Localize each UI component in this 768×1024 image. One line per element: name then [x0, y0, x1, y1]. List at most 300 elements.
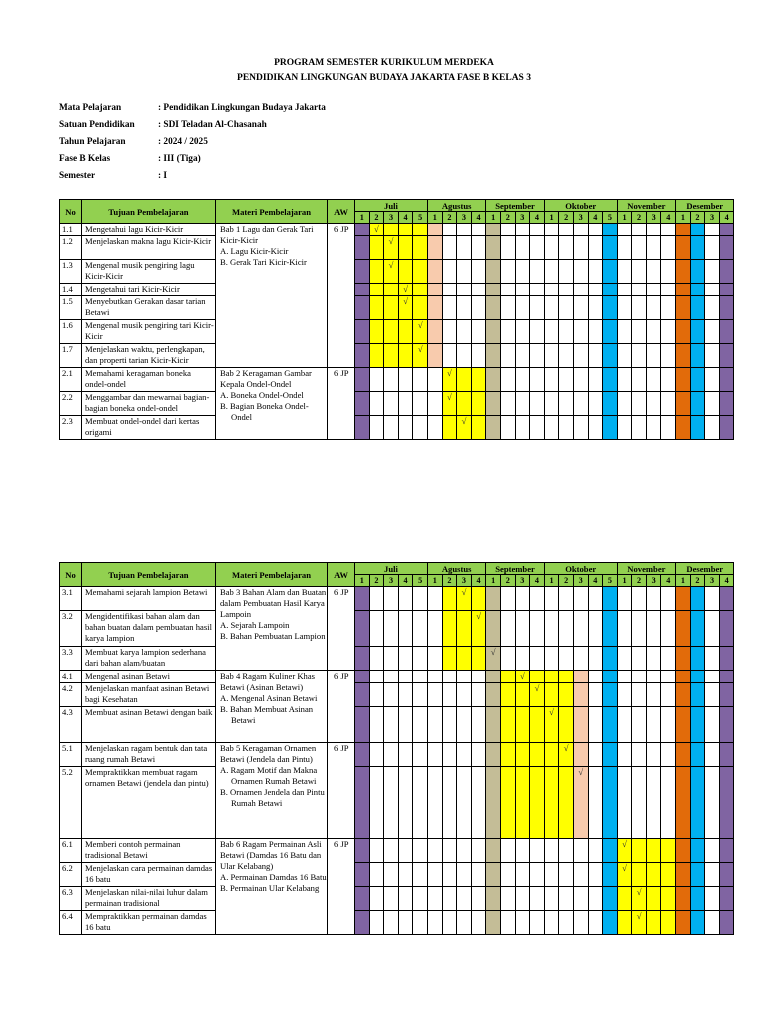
week-cell — [573, 707, 588, 743]
week-cell — [515, 743, 530, 767]
row-number: 6.3 — [60, 887, 82, 911]
week-header: 4 — [588, 575, 603, 587]
table-row — [60, 683, 734, 707]
week-cell — [413, 707, 428, 743]
week-cell — [588, 392, 603, 416]
week-cell — [413, 683, 428, 707]
week-cell — [471, 344, 486, 368]
month-header: Oktober — [544, 563, 617, 575]
check-mark: √ — [442, 392, 457, 416]
week-cell — [632, 224, 647, 236]
table-row — [60, 743, 734, 767]
week-cell — [398, 224, 413, 236]
month-header: Agustus — [427, 200, 485, 212]
week-header: 2 — [690, 212, 705, 224]
week-cell — [690, 224, 705, 236]
week-cell — [413, 368, 428, 392]
row-tujuan: Mengenal musik pengiring tari Kicir-Kicir — [82, 320, 216, 344]
week-cell — [573, 392, 588, 416]
week-cell — [471, 863, 486, 887]
week-cell — [661, 320, 676, 344]
week-cell — [369, 236, 384, 260]
week-cell — [427, 284, 442, 296]
week-cell — [515, 284, 530, 296]
week-cell — [457, 320, 472, 344]
row-number: 4.3 — [60, 707, 82, 743]
week-cell — [500, 344, 515, 368]
week-header: 4 — [719, 575, 734, 587]
week-cell — [573, 224, 588, 236]
week-cell — [530, 863, 545, 887]
header-no: No — [60, 563, 82, 587]
week-cell — [617, 707, 632, 743]
week-header: 4 — [719, 212, 734, 224]
materi-line: Bab 1 Lagu dan Gerak Tari Kicir-Kicir — [220, 224, 314, 245]
month-header: Juli — [355, 200, 428, 212]
week-cell — [676, 647, 691, 671]
week-cell — [588, 887, 603, 911]
row-number: 3.1 — [60, 587, 82, 611]
header-aw: AW — [328, 563, 355, 587]
week-cell — [705, 260, 720, 284]
week-cell — [369, 260, 384, 284]
row-number: 6.4 — [60, 911, 82, 935]
week-cell — [515, 416, 530, 440]
week-cell — [632, 683, 647, 707]
week-cell — [588, 707, 603, 743]
week-cell — [705, 707, 720, 743]
info-value: : III (Tiga) — [158, 154, 201, 164]
week-cell — [719, 416, 734, 440]
week-cell — [500, 296, 515, 320]
week-cell — [544, 839, 559, 863]
week-cell — [573, 260, 588, 284]
info-label: Mata Pelajaran — [59, 103, 122, 113]
week-cell — [646, 344, 661, 368]
table-row — [60, 647, 734, 671]
row-tujuan: Mengetahui lagu Kicir-Kicir — [82, 224, 216, 236]
week-cell — [573, 320, 588, 344]
materi-cell — [216, 671, 328, 743]
week-cell — [617, 611, 632, 647]
week-header: 2 — [559, 212, 574, 224]
week-cell — [486, 671, 501, 683]
week-cell — [442, 320, 457, 344]
week-cell — [457, 707, 472, 743]
row-tujuan: Menjelaskan waktu, perlengkapan, dan properti tarian Kicir-Kicir — [82, 344, 216, 368]
week-cell — [559, 224, 574, 236]
week-cell — [573, 743, 588, 767]
week-cell — [369, 671, 384, 683]
week-cell — [573, 911, 588, 935]
week-cell — [705, 296, 720, 320]
week-cell — [486, 320, 501, 344]
week-cell — [530, 743, 545, 767]
week-cell — [413, 416, 428, 440]
week-cell — [705, 863, 720, 887]
week-cell — [398, 392, 413, 416]
month-header: September — [486, 563, 544, 575]
header-no: No — [60, 200, 82, 224]
check-mark: √ — [413, 344, 428, 368]
week-header: 2 — [442, 212, 457, 224]
week-cell — [719, 587, 734, 611]
week-cell — [603, 320, 618, 344]
row-number: 1.4 — [60, 284, 82, 296]
week-cell — [632, 767, 647, 839]
week-cell — [603, 224, 618, 236]
week-cell — [676, 683, 691, 707]
week-cell — [661, 839, 676, 863]
week-cell — [559, 647, 574, 671]
week-cell — [442, 887, 457, 911]
row-number: 1.6 — [60, 320, 82, 344]
week-cell — [646, 671, 661, 683]
week-cell — [515, 611, 530, 647]
week-cell — [573, 368, 588, 392]
week-cell — [559, 368, 574, 392]
materi-line: B. Bagian Boneka Ondel-Ondel — [220, 401, 309, 422]
week-cell — [355, 611, 370, 647]
week-cell — [384, 284, 399, 296]
week-header: 3 — [457, 212, 472, 224]
week-cell — [355, 587, 370, 611]
week-cell — [384, 416, 399, 440]
row-number: 5.2 — [60, 767, 82, 839]
week-cell — [719, 911, 734, 935]
week-cell — [617, 767, 632, 839]
week-cell — [471, 647, 486, 671]
document-subtitle: PENDIDIKAN LINGKUNGAN BUDAYA JAKARTA FASE B KELAS 3 — [237, 73, 531, 83]
week-cell — [544, 260, 559, 284]
week-cell — [705, 647, 720, 671]
week-cell — [544, 887, 559, 911]
week-cell — [661, 296, 676, 320]
week-cell — [705, 344, 720, 368]
week-cell — [646, 743, 661, 767]
week-cell — [384, 611, 399, 647]
table-row — [60, 368, 734, 392]
week-cell — [384, 671, 399, 683]
week-header: 2 — [559, 575, 574, 587]
week-cell — [384, 767, 399, 839]
materi-cell — [216, 743, 328, 839]
week-cell — [690, 284, 705, 296]
week-cell — [515, 887, 530, 911]
materi-line: Bab 4 Ragam Kuliner Khas Betawi (Asinan Betawi) — [220, 671, 315, 692]
week-cell — [646, 320, 661, 344]
week-cell — [603, 863, 618, 887]
week-cell — [719, 611, 734, 647]
week-cell — [646, 224, 661, 236]
week-cell — [427, 224, 442, 236]
week-cell — [471, 284, 486, 296]
week-cell — [442, 611, 457, 647]
week-cell — [413, 284, 428, 296]
week-cell — [500, 611, 515, 647]
week-cell — [398, 236, 413, 260]
week-cell — [676, 416, 691, 440]
week-cell — [384, 224, 399, 236]
week-cell — [544, 683, 559, 707]
week-cell — [646, 284, 661, 296]
week-cell — [369, 368, 384, 392]
week-cell — [471, 320, 486, 344]
week-cell — [588, 344, 603, 368]
week-cell — [676, 743, 691, 767]
check-mark: √ — [398, 296, 413, 320]
week-cell — [369, 416, 384, 440]
week-cell — [427, 392, 442, 416]
check-mark: √ — [369, 224, 384, 236]
week-cell — [442, 296, 457, 320]
week-cell — [457, 284, 472, 296]
week-header: 3 — [646, 575, 661, 587]
table-row — [60, 296, 734, 320]
week-cell — [676, 392, 691, 416]
schedule-table-2 — [59, 562, 734, 935]
week-header: 1 — [486, 575, 501, 587]
week-cell — [398, 647, 413, 671]
week-cell — [355, 647, 370, 671]
week-cell — [661, 911, 676, 935]
check-mark: √ — [486, 647, 501, 671]
week-cell — [398, 416, 413, 440]
info-row — [59, 137, 326, 154]
week-cell — [676, 320, 691, 344]
week-cell — [515, 260, 530, 284]
row-tujuan: Menyebutkan Gerakan dasar tarian Betawi — [82, 296, 216, 320]
week-cell — [617, 911, 632, 935]
week-cell — [457, 887, 472, 911]
month-header: Desember — [676, 563, 734, 575]
week-cell — [690, 707, 705, 743]
week-cell — [369, 392, 384, 416]
week-cell — [705, 767, 720, 839]
week-cell — [413, 296, 428, 320]
week-cell — [588, 671, 603, 683]
week-cell — [471, 707, 486, 743]
week-cell — [427, 767, 442, 839]
week-cell — [705, 887, 720, 911]
week-cell — [719, 839, 734, 863]
week-cell — [486, 344, 501, 368]
week-cell — [573, 671, 588, 683]
week-cell — [588, 911, 603, 935]
week-cell — [413, 224, 428, 236]
week-cell — [457, 611, 472, 647]
week-cell — [457, 260, 472, 284]
table-row — [60, 911, 734, 935]
week-cell — [530, 767, 545, 839]
week-cell — [427, 671, 442, 683]
week-cell — [603, 392, 618, 416]
week-cell — [486, 416, 501, 440]
week-cell — [676, 236, 691, 260]
week-cell — [559, 416, 574, 440]
week-cell — [705, 839, 720, 863]
check-mark: √ — [544, 707, 559, 743]
week-cell — [486, 683, 501, 707]
week-cell — [457, 236, 472, 260]
week-cell — [617, 416, 632, 440]
materi-cell — [216, 368, 328, 440]
week-cell — [603, 839, 618, 863]
week-cell — [413, 392, 428, 416]
week-header: 5 — [413, 212, 428, 224]
week-cell — [603, 416, 618, 440]
week-cell — [617, 587, 632, 611]
week-cell — [500, 863, 515, 887]
week-cell — [442, 839, 457, 863]
week-cell — [588, 224, 603, 236]
row-number: 3.2 — [60, 611, 82, 647]
week-cell — [500, 887, 515, 911]
row-tujuan: Mengenal asinan Betawi — [82, 671, 216, 683]
table-row — [60, 887, 734, 911]
week-cell — [500, 284, 515, 296]
week-cell — [384, 368, 399, 392]
week-header: 3 — [515, 575, 530, 587]
week-cell — [427, 344, 442, 368]
week-cell — [457, 743, 472, 767]
week-cell — [559, 260, 574, 284]
week-cell — [588, 284, 603, 296]
week-cell — [457, 839, 472, 863]
aw-cell: 6 JP — [328, 224, 355, 368]
week-header: 2 — [500, 575, 515, 587]
week-cell — [719, 707, 734, 743]
week-cell — [588, 611, 603, 647]
week-header: 2 — [500, 212, 515, 224]
week-cell — [603, 671, 618, 683]
week-cell — [427, 320, 442, 344]
week-cell — [398, 368, 413, 392]
week-cell — [690, 368, 705, 392]
row-number: 6.1 — [60, 839, 82, 863]
week-cell — [617, 647, 632, 671]
week-cell — [603, 368, 618, 392]
week-cell — [471, 683, 486, 707]
week-cell — [471, 368, 486, 392]
check-mark: √ — [471, 611, 486, 647]
week-cell — [632, 839, 647, 863]
header-aw: AW — [328, 200, 355, 224]
week-cell — [515, 392, 530, 416]
week-cell — [690, 320, 705, 344]
week-cell — [515, 767, 530, 839]
week-cell — [661, 344, 676, 368]
week-cell — [705, 671, 720, 683]
week-cell — [573, 587, 588, 611]
week-cell — [530, 911, 545, 935]
week-cell — [646, 863, 661, 887]
week-cell — [369, 587, 384, 611]
week-cell — [486, 392, 501, 416]
header-tujuan: Tujuan Pembelajaran — [82, 200, 216, 224]
week-header: 5 — [413, 575, 428, 587]
week-cell — [690, 911, 705, 935]
week-cell — [486, 284, 501, 296]
week-cell — [573, 284, 588, 296]
week-cell — [442, 587, 457, 611]
week-cell — [559, 392, 574, 416]
week-cell — [500, 767, 515, 839]
materi-line: A. Boneka Ondel-Ondel — [220, 390, 304, 400]
week-cell — [500, 911, 515, 935]
week-cell — [427, 839, 442, 863]
week-cell — [398, 863, 413, 887]
week-header: 2 — [442, 575, 457, 587]
week-cell — [603, 767, 618, 839]
week-header: 1 — [676, 212, 691, 224]
week-cell — [705, 236, 720, 260]
week-cell — [705, 416, 720, 440]
week-cell — [500, 839, 515, 863]
week-cell — [369, 767, 384, 839]
week-cell — [676, 224, 691, 236]
week-cell — [719, 671, 734, 683]
week-cell — [384, 320, 399, 344]
table-row — [60, 416, 734, 440]
week-cell — [588, 767, 603, 839]
week-header: 2 — [632, 575, 647, 587]
check-mark: √ — [530, 683, 545, 707]
week-cell — [355, 767, 370, 839]
week-cell — [457, 296, 472, 320]
week-cell — [398, 911, 413, 935]
week-cell — [676, 911, 691, 935]
week-cell — [471, 767, 486, 839]
week-cell — [457, 863, 472, 887]
row-tujuan: Mengenal musik pengiring lagu Kicir-Kicir — [82, 260, 216, 284]
week-cell — [573, 647, 588, 671]
week-cell — [413, 743, 428, 767]
week-cell — [427, 296, 442, 320]
check-mark: √ — [632, 911, 647, 935]
row-tujuan: Mempraktikkan membuat ragam ornamen Betawi (jendela dan pintu) — [82, 767, 216, 839]
week-cell — [676, 671, 691, 683]
aw-cell: 6 JP — [328, 839, 355, 935]
week-cell — [427, 416, 442, 440]
week-cell — [544, 416, 559, 440]
week-cell — [617, 284, 632, 296]
week-cell — [530, 320, 545, 344]
week-cell — [588, 320, 603, 344]
week-cell — [544, 863, 559, 887]
week-cell — [661, 224, 676, 236]
week-cell — [559, 296, 574, 320]
week-cell — [573, 344, 588, 368]
week-cell — [457, 368, 472, 392]
week-cell — [515, 839, 530, 863]
week-cell — [384, 392, 399, 416]
header-materi: Materi Pembelajaran — [216, 563, 328, 587]
table-row — [60, 392, 734, 416]
week-cell — [369, 683, 384, 707]
week-cell — [646, 368, 661, 392]
week-cell — [617, 683, 632, 707]
week-cell — [632, 368, 647, 392]
aw-cell: 6 JP — [328, 671, 355, 743]
week-cell — [544, 368, 559, 392]
week-cell — [690, 767, 705, 839]
week-cell — [719, 224, 734, 236]
week-cell — [413, 839, 428, 863]
week-cell — [646, 683, 661, 707]
week-cell — [544, 647, 559, 671]
week-cell — [398, 839, 413, 863]
